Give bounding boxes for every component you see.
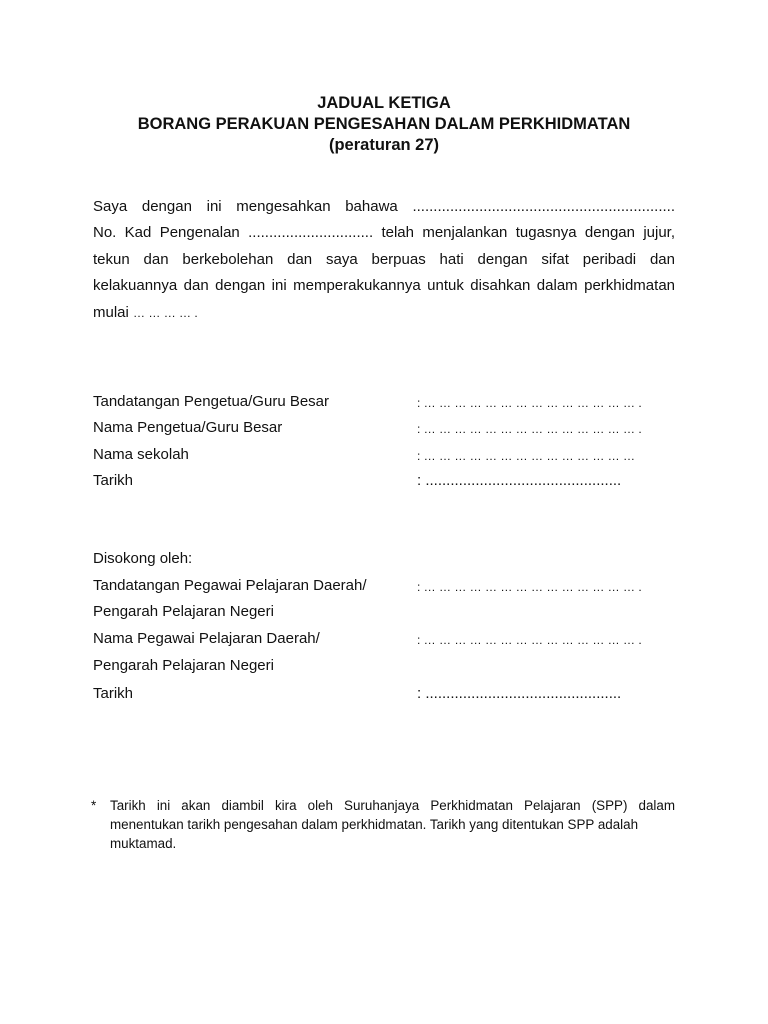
officer-date-label: Tarikh	[93, 685, 134, 702]
school-name-blank: : … … … … … … … … … … … … … …	[417, 449, 636, 463]
start-date-label: mulai	[93, 304, 129, 321]
form-schedule-title: JADUAL KETIGA	[317, 94, 451, 112]
footnote-line-3: muktamad.	[110, 836, 177, 851]
officer-date-blank: : ...............................................	[417, 685, 622, 702]
principal-date-label: Tarikh	[93, 472, 134, 489]
officer-signature-label: Tandatangan Pegawai Pelajaran Daerah/	[93, 577, 367, 594]
statement-line-3: tekun dan berkebolehan dan saya berpuas hati dengan sifat peribadi dan	[93, 251, 675, 268]
footnote-marker: *	[91, 798, 97, 813]
statement-line-1: Saya dengan ini mengesahkan bahawa ...............................................................	[93, 198, 675, 215]
form-title: BORANG PERAKUAN PENGESAHAN DALAM PERKHIDMATAN	[137, 115, 631, 133]
statement-line-2: No. Kad Pengenalan .............................. telah menjalankan tugasnya dengan jujur,	[93, 224, 675, 241]
supported-by-heading: Disokong oleh:	[93, 550, 193, 567]
principal-date-blank: : ...............................................	[417, 472, 622, 489]
statement-line-4: kelakuannya dan dengan ini memperakukannya untuk disahkan dalam perkhidmatan	[93, 277, 675, 294]
officer-name-label-cont: Pengarah Pelajaran Negeri	[93, 657, 274, 674]
officer-name-blank: : … … … … … … … … … … … … … … .	[417, 633, 642, 647]
footnote-line-1: Tarikh ini akan diambil kira oleh Suruhanjaya Perkhidmatan Pelajaran (SPP) dalam	[110, 798, 675, 813]
principal-signature-blank: : … … … … … … … … … … … … … … .	[417, 396, 642, 410]
footnote-text	[110, 796, 675, 853]
officer-name-label: Nama Pegawai Pelajaran Daerah/	[93, 630, 320, 647]
footnote-line-2: menentukan tarikh pengesahan dalam perkhidmatan. Tarikh yang ditentukan SPP adalah	[110, 817, 639, 832]
principal-name-blank: : … … … … … … … … … … … … … … .	[417, 422, 642, 436]
officer-signature-label-cont: Pengarah Pelajaran Negeri	[93, 603, 274, 620]
principal-signature-label: Tandatangan Pengetua/Guru Besar	[93, 393, 330, 410]
principal-name-label: Nama Pengetua/Guru Besar	[93, 419, 283, 436]
statement-line-5	[93, 304, 198, 321]
form-regulation-reference: (peraturan 27)	[328, 136, 440, 154]
school-name-label: Nama sekolah	[93, 446, 189, 463]
officer-signature-blank: : … … … … … … … … … … … … … … .	[417, 580, 642, 594]
start-date-blank: … … … … .	[133, 306, 198, 320]
